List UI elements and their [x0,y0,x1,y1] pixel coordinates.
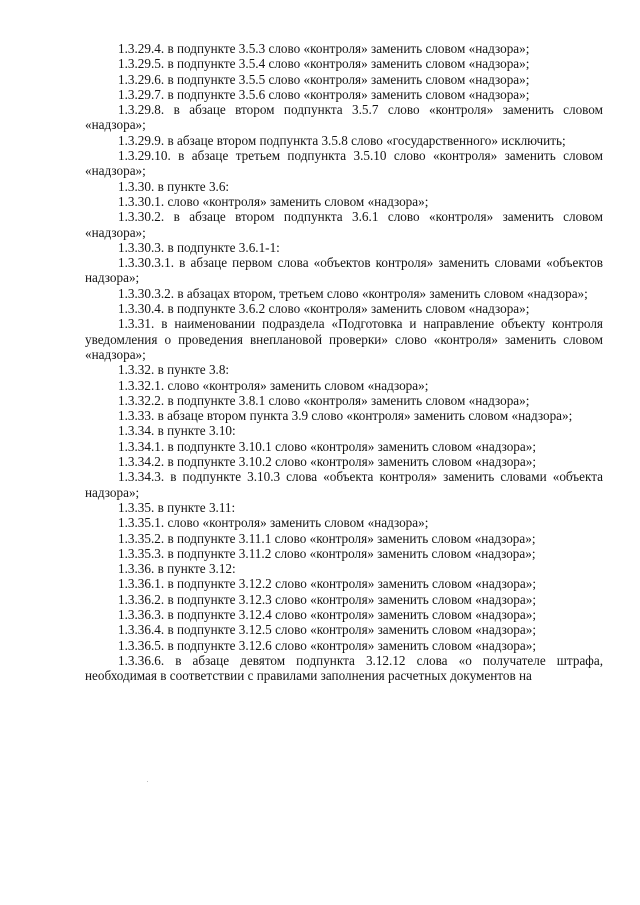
paragraph: 1.3.35.1. слово «контроля» заменить словом «надзора»; [118,515,429,531]
scan-speck [147,781,148,782]
paragraph: 1.3.30.3.1. в абзаце первом слова «объектов контроля» заменить словами «объектов надзора»; [85,255,603,286]
paragraph: 1.3.32.1. слово «контроля» заменить словом «надзора»; [118,377,429,393]
paragraph: 1.3.34. в пункте 3.10: [118,423,236,439]
paragraph: 1.3.30.3. в подпункте 3.6.1-1: [118,239,280,255]
paragraph: 1.3.36.6. в абзаце девятом подпункта 3.12.12 слова «о получателе штрафа, необходимая в соответствии с правилами заполнения расчетных документов на [85,652,603,684]
paragraph: 1.3.33. в абзаце втором пункта 3.9 слово «контроля» заменить словом «надзора»; [118,408,573,424]
paragraph: 1.3.36.3. в подпункте 3.12.4 слово «контроля» заменить словом «надзора»; [118,606,536,622]
paragraph: 1.3.30.3.2. в абзацах втором, третьем слово «контроля» заменить словом «надзора»; [118,285,588,301]
paragraph: 1.3.29.4. в подпункте 3.5.3 слово «контроля» заменить словом «надзора»; [118,41,530,56]
paragraph: 1.3.35.3. в подпункте 3.11.2 слово «контроля» заменить словом «надзора»; [118,545,536,561]
paragraph: 1.3.29.5. в подпункте 3.5.4 слово «контроля» заменить словом «надзора»; [118,56,530,72]
paragraph: 1.3.36.4. в подпункте 3.12.5 слово «контроля» заменить словом «надзора»; [118,622,536,638]
paragraph: 1.3.36.1. в подпункте 3.12.2 слово «контроля» заменить словом «надзора»; [118,576,536,592]
paragraph: 1.3.29.10. в абзаце третьем подпункта 3.5.10 слово «контроля» заменить словом «надзора»; [85,148,603,179]
paragraph: 1.3.32.2. в подпункте 3.8.1 слово «контроля» заменить словом «надзора»; [118,392,530,408]
paragraph: 1.3.36.2. в подпункте 3.12.3 слово «контроля» заменить словом «надзора»; [118,591,536,607]
paragraph: 1.3.36.5. в подпункте 3.12.6 слово «контроля» заменить словом «надзора»; [118,637,536,653]
paragraph: 1.3.34.2. в подпункте 3.10.2 слово «контроля» заменить словом «надзора»; [118,454,536,470]
paragraph: 1.3.29.8. в абзаце втором подпункта 3.5.7 слово «контроля» заменить словом «надзора»; [85,102,603,133]
paragraph: 1.3.30.4. в подпункте 3.6.2 слово «контроля» заменить словом «надзора»; [118,301,530,317]
paragraph: 1.3.34.1. в подпункте 3.10.1 слово «контроля» заменить словом «надзора»; [118,438,536,454]
paragraph: 1.3.34.3. в подпункте 3.10.3 слова «объекта контроля» заменить словами «объекта надзора»; [85,469,603,500]
paragraph: 1.3.29.9. в абзаце втором подпункта 3.5.8 слово «государственного» исключить; [118,132,566,148]
document-body [85,41,603,683]
paragraph: 1.3.36. в пункте 3.12: [118,561,236,577]
paragraph: 1.3.31. в наименовании подраздела «Подготовка и направление объекту контроля уведомления о проведения внеплановой проверки» слово «контроля» заменить словом «надзора»; [85,316,603,362]
paragraph: 1.3.32. в пункте 3.8: [118,362,230,378]
paragraph: 1.3.30.2. в абзаце втором подпункта 3.6.1 слово «контроля» заменить словом «надзора»; [85,209,603,240]
paragraph: 1.3.29.6. в подпункте 3.5.5 слово «контроля» заменить словом «надзора»; [118,71,530,87]
paragraph: 1.3.35.2. в подпункте 3.11.1 слово «контроля» заменить словом «надзора»; [118,530,536,546]
paragraph: 1.3.30.1. слово «контроля» заменить словом «надзора»; [118,193,429,209]
paragraph: 1.3.29.7. в подпункте 3.5.6 слово «контроля» заменить словом «надзора»; [118,86,530,102]
paragraph: 1.3.35. в пункте 3.11: [118,499,236,515]
paragraph: 1.3.30. в пункте 3.6: [118,178,230,194]
